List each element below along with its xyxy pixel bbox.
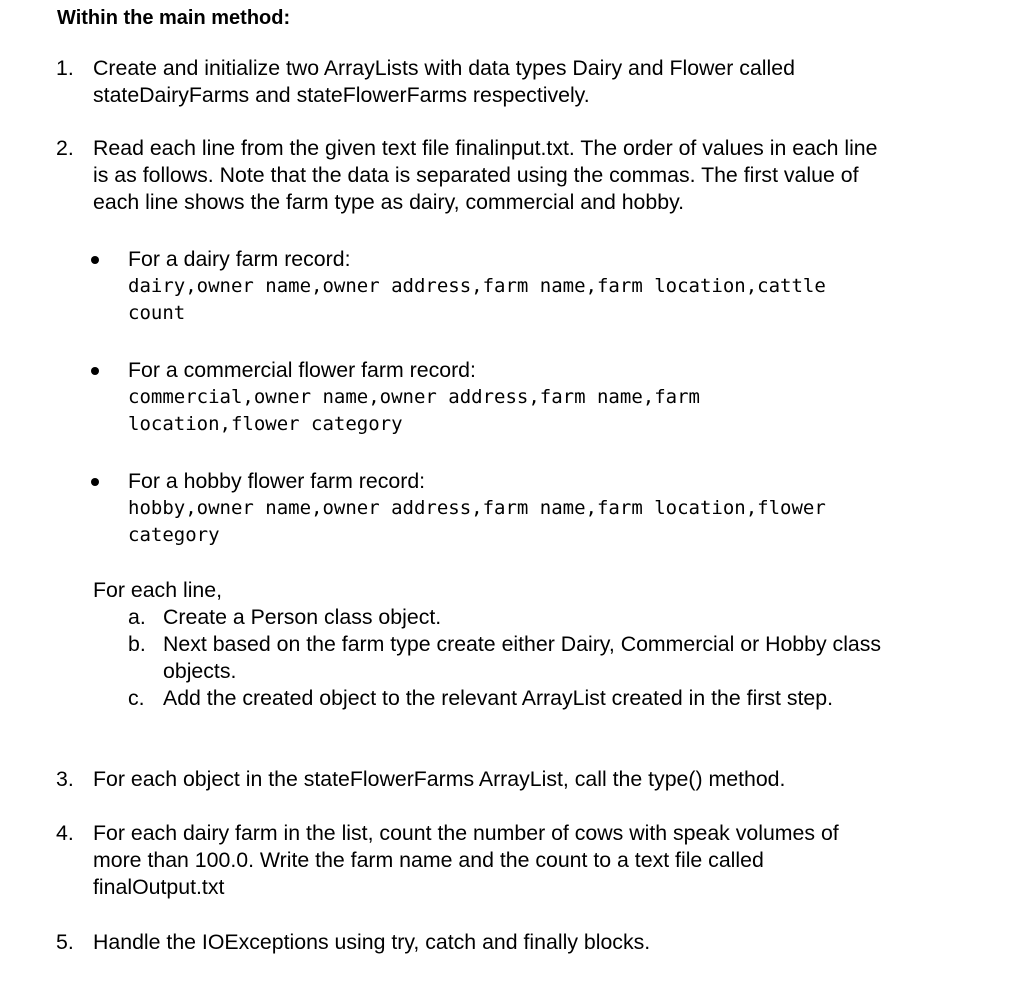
code-line: dairy,owner name,owner address,farm name,farm location,cattle xyxy=(128,275,826,297)
code-format-dairy xyxy=(128,273,826,327)
sub-step-c-text xyxy=(163,685,833,712)
sub-step-c-letter: c. xyxy=(128,686,145,710)
item-2-line-3: each line shows the farm type as dairy, commercial and hobby. xyxy=(93,190,685,214)
bullet-dot-commercial xyxy=(91,367,99,375)
item-2-text xyxy=(93,135,878,216)
bullet-label-hobby: For a hobby flower farm record: xyxy=(128,469,426,493)
item-1-line-1: Create and initialize two ArrayLists with data types Dairy and Flower called xyxy=(93,56,795,80)
item-4-line-3: finalOutput.txt xyxy=(93,875,225,899)
code-line: commercial,owner name,owner address,farm name,farm xyxy=(128,386,700,408)
item-2-number: 2. xyxy=(56,136,74,160)
bullet-dot-dairy xyxy=(91,256,99,264)
bullet-label-commercial: For a commercial flower farm record: xyxy=(128,358,476,382)
sub-step-line: Next based on the farm type create either Dairy, Commercial or Hobby class xyxy=(163,632,882,656)
bullet-dot-hobby xyxy=(91,478,99,486)
item-3-line-1: For each object in the stateFlowerFarms ArrayList, call the type() method. xyxy=(93,767,786,791)
sub-step-b-letter: b. xyxy=(128,632,146,656)
item-5-number: 5. xyxy=(56,930,74,954)
item-4-line-2: more than 100.0. Write the farm name and the count to a text file called xyxy=(93,848,764,872)
item-1-number: 1. xyxy=(56,56,74,80)
item-2-line-2: is as follows. Note that the data is separated using the commas. The first value of xyxy=(93,163,859,187)
item-1-text xyxy=(93,55,795,109)
item-4-line-1: For each dairy farm in the list, count the number of cows with speak volumes of xyxy=(93,821,839,845)
code-line: category xyxy=(128,524,220,546)
item-5-line-1: Handle the IOExceptions using try, catch and finally blocks. xyxy=(93,930,651,954)
code-format-commercial xyxy=(128,384,700,438)
sub-step-a-letter: a. xyxy=(128,605,146,629)
code-format-hobby xyxy=(128,495,826,549)
item-5-text xyxy=(93,929,650,956)
sub-step-b-text xyxy=(163,631,881,685)
code-line: hobby,owner name,owner address,farm name,farm location,flower xyxy=(128,497,826,519)
sub-step-a-text xyxy=(163,604,441,631)
item-1-line-2: stateDairyFarms and stateFlowerFarms respectively. xyxy=(93,83,590,107)
item-4-text xyxy=(93,820,839,901)
item-3-text xyxy=(93,766,785,793)
code-line: count xyxy=(128,302,186,324)
bullet-label-dairy: For a dairy farm record: xyxy=(128,247,351,271)
sub-step-line: Add the created object to the relevant ArrayList created in the first step. xyxy=(163,686,834,710)
code-line: location,flower category xyxy=(128,413,403,435)
section-heading: Within the main method: xyxy=(57,7,291,29)
item-3-number: 3. xyxy=(56,767,74,791)
for-each-line-label: For each line, xyxy=(93,578,223,602)
sub-step-line: objects. xyxy=(163,659,237,683)
item-4-number: 4. xyxy=(56,821,74,845)
item-2-line-1: Read each line from the given text file finalinput.txt. The order of values in each line xyxy=(93,136,878,160)
sub-step-line: Create a Person class object. xyxy=(163,605,442,629)
